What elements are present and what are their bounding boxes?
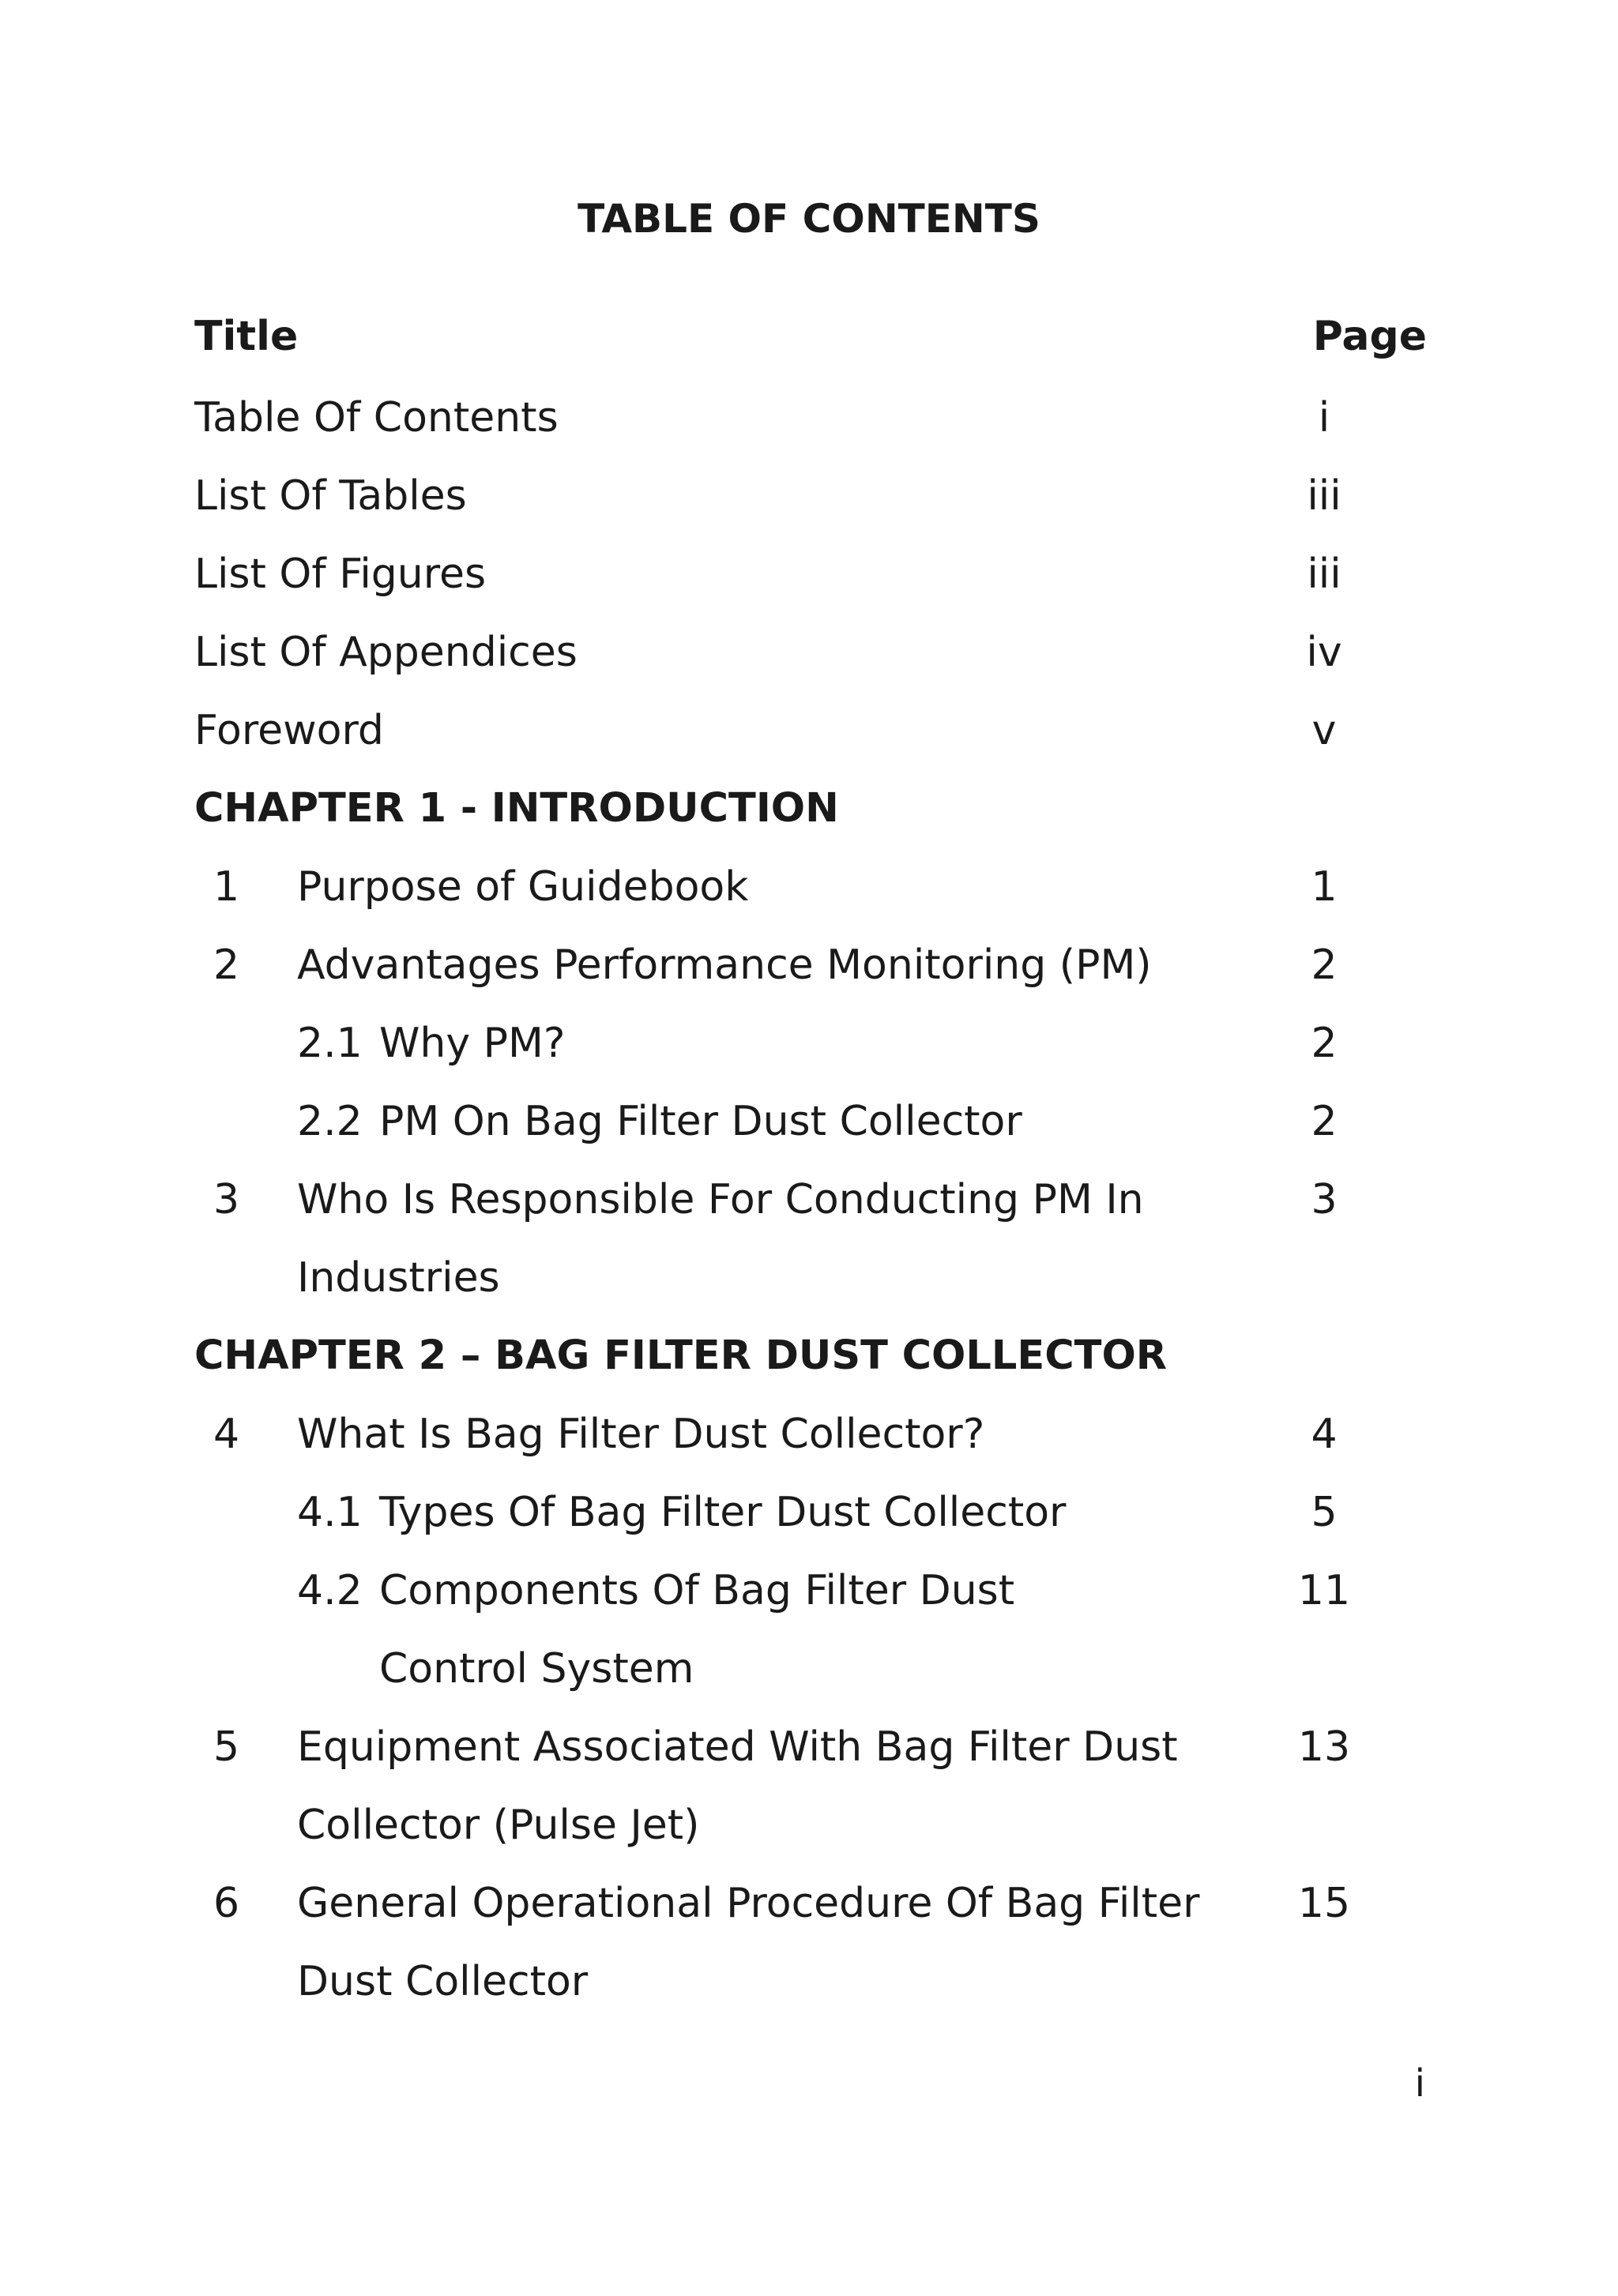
entry-number: 2.2 xyxy=(297,1098,363,1145)
toc-header xyxy=(194,313,1427,368)
entry-text-continuation: Dust Collector xyxy=(297,1958,589,2005)
entry-text: PM On Bag Filter Dust Collector xyxy=(379,1098,1022,1145)
entry-page: iv xyxy=(1306,629,1342,676)
entry-page: 11 xyxy=(1297,1567,1351,1614)
entry-text: Types Of Bag Filter Dust Collector xyxy=(379,1489,1067,1536)
entry-text: Advantages Performance Monitoring (PM) xyxy=(297,941,1152,989)
entry-page: 13 xyxy=(1297,1723,1351,1771)
entry-number: 4 xyxy=(213,1411,240,1458)
toc-entry[interactable] xyxy=(194,938,1427,1016)
toc-entry[interactable] xyxy=(194,547,1427,625)
entry-page: 4 xyxy=(1311,1411,1338,1458)
toc-entry-continuation xyxy=(194,1798,1427,1876)
toc-entry[interactable] xyxy=(194,625,1427,703)
entry-text: Purpose of Guidebook xyxy=(297,863,749,911)
entry-text: List Of Tables xyxy=(194,472,467,520)
page-title: TABLE OF CONTENTS xyxy=(578,196,1040,242)
toc-entry[interactable] xyxy=(194,1563,1427,1641)
toc-entry[interactable] xyxy=(194,1094,1427,1172)
entry-page: 15 xyxy=(1297,1880,1351,1927)
table-of-contents xyxy=(194,390,1427,2032)
toc-entry[interactable] xyxy=(194,1876,1427,1954)
entry-text: Components Of Bag Filter Dust xyxy=(379,1567,1015,1614)
entry-text-continuation: Industries xyxy=(297,1254,500,1302)
entry-page: iii xyxy=(1307,472,1341,520)
chapter-heading-text: CHAPTER 1 - INTRODUCTION xyxy=(194,785,839,832)
entry-page: i xyxy=(1318,394,1330,442)
entry-page: 3 xyxy=(1311,1176,1338,1223)
title-column-header: Title xyxy=(194,313,299,360)
toc-entry-continuation xyxy=(194,1954,1427,2032)
footer-page-number: i xyxy=(1414,2061,1425,2106)
entry-number: 3 xyxy=(213,1176,240,1223)
toc-entry[interactable] xyxy=(194,1407,1427,1485)
entry-text: List Of Appendices xyxy=(194,629,578,676)
entry-text-continuation: Collector (Pulse Jet) xyxy=(297,1802,700,1849)
entry-number: 4.1 xyxy=(297,1489,363,1536)
entry-text-continuation: Control System xyxy=(379,1645,694,1693)
entry-text: Table Of Contents xyxy=(194,394,559,442)
entry-number: 2.1 xyxy=(297,1020,363,1067)
toc-entry-continuation xyxy=(194,1641,1427,1719)
entry-text: Equipment Associated With Bag Filter Dust xyxy=(297,1723,1178,1771)
toc-entry[interactable] xyxy=(194,1719,1427,1798)
entry-text: List Of Figures xyxy=(194,551,487,598)
toc-entry-continuation xyxy=(194,1250,1427,1328)
entry-text: General Operational Procedure Of Bag Filter xyxy=(297,1880,1200,1927)
toc-entry[interactable] xyxy=(194,859,1427,938)
entry-page: 2 xyxy=(1311,1020,1338,1067)
toc-entry[interactable] xyxy=(194,1172,1427,1250)
chapter-1-heading xyxy=(194,781,1427,859)
toc-entry[interactable] xyxy=(194,390,1427,468)
entry-page: 2 xyxy=(1311,941,1338,989)
toc-entry[interactable] xyxy=(194,1485,1427,1563)
chapter-heading-text: CHAPTER 2 – BAG FILTER DUST COLLECTOR xyxy=(194,1332,1168,1379)
entry-text: Why PM? xyxy=(379,1020,566,1067)
toc-entry[interactable] xyxy=(194,468,1427,547)
toc-entry[interactable] xyxy=(194,1016,1427,1094)
entry-page: iii xyxy=(1307,551,1341,598)
entry-text: Foreword xyxy=(194,707,384,754)
entry-number: 2 xyxy=(213,941,240,989)
entry-number: 5 xyxy=(213,1723,240,1771)
entry-page: 5 xyxy=(1311,1489,1338,1536)
entry-number: 1 xyxy=(213,863,240,911)
entry-page: 1 xyxy=(1311,863,1338,911)
toc-entry[interactable] xyxy=(194,703,1427,781)
entry-number: 6 xyxy=(213,1880,240,1927)
entry-page: 2 xyxy=(1311,1098,1338,1145)
entry-text: Who Is Responsible For Conducting PM In xyxy=(297,1176,1144,1223)
chapter-2-heading xyxy=(194,1328,1427,1407)
entry-page: v xyxy=(1311,707,1337,754)
page-column-header: Page xyxy=(1312,313,1427,360)
entry-number: 4.2 xyxy=(297,1567,363,1614)
entry-text: What Is Bag Filter Dust Collector? xyxy=(297,1411,985,1458)
